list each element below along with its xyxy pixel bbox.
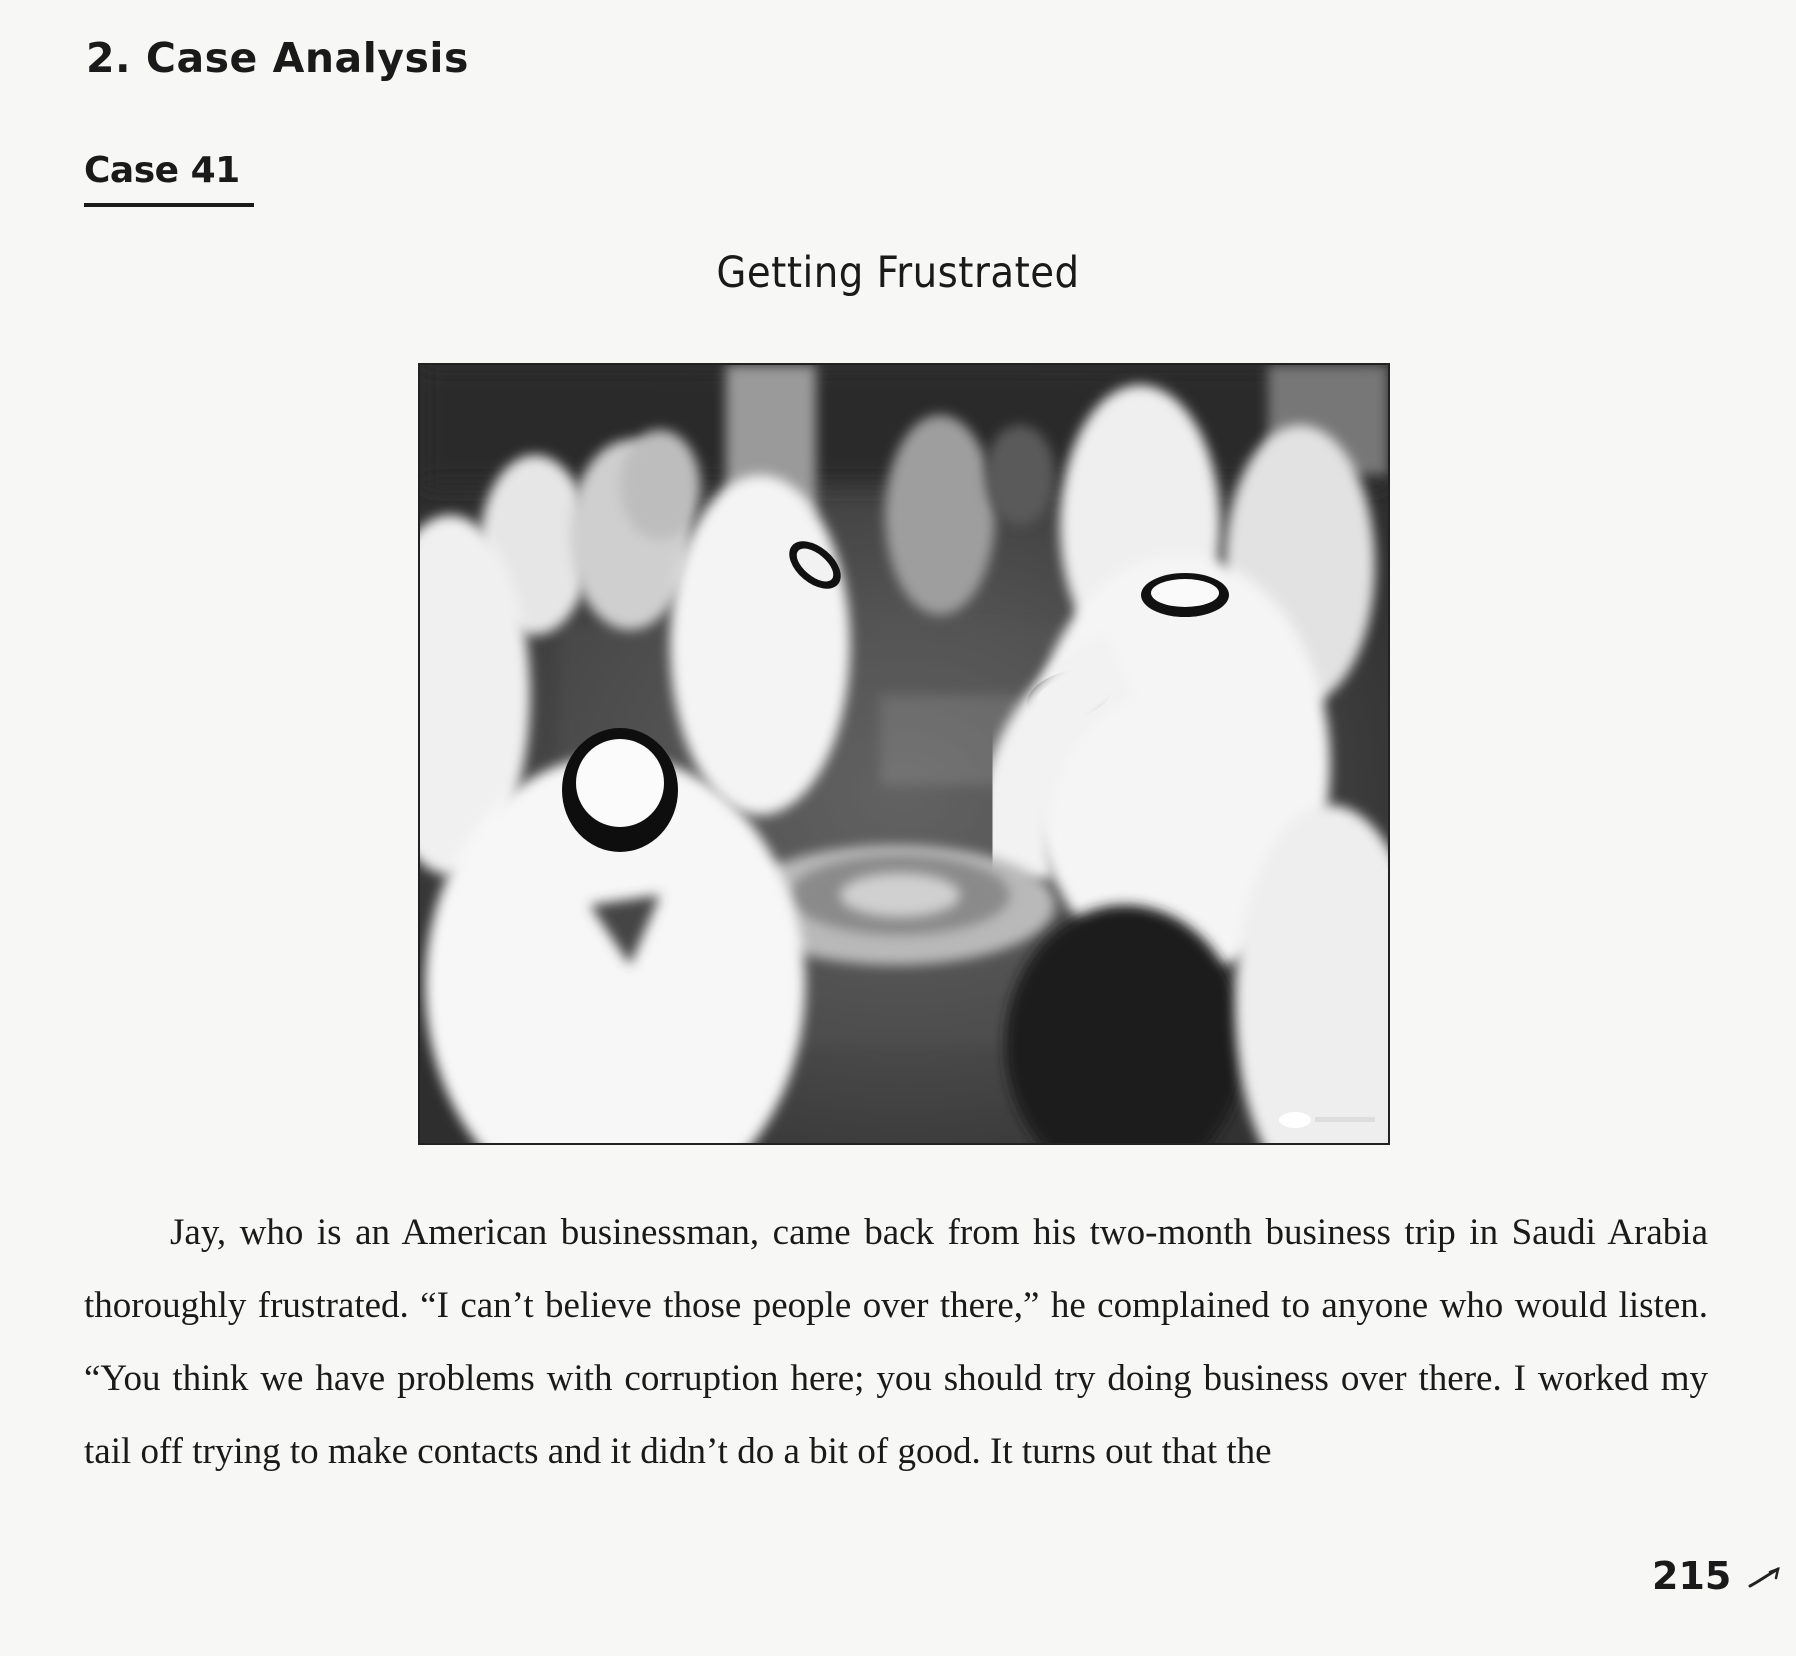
section-title: 2. Case Analysis bbox=[86, 34, 469, 82]
page-number: 215 bbox=[1652, 1554, 1732, 1598]
case-photo bbox=[418, 363, 1390, 1145]
photo-of-people-in-white-robes-eating-icon bbox=[420, 365, 1388, 1143]
case-number-label: Case 41 bbox=[84, 150, 254, 207]
case-title: Getting Frustrated bbox=[716, 248, 1080, 298]
pen-mark-icon bbox=[1748, 1566, 1784, 1590]
case-body-paragraph: Jay, who is an American businessman, came back from his two-month business trip in Saudi Arabia thoroughly frustrated. “I can’t believe those people over there,” he complained to anyone who would listen. “You think we have problems with corruption here; you should try doing business over there. I worked my tail off trying to make contacts and it didn’t do a bit of good. It turns out that the bbox=[84, 1212, 1708, 1472]
